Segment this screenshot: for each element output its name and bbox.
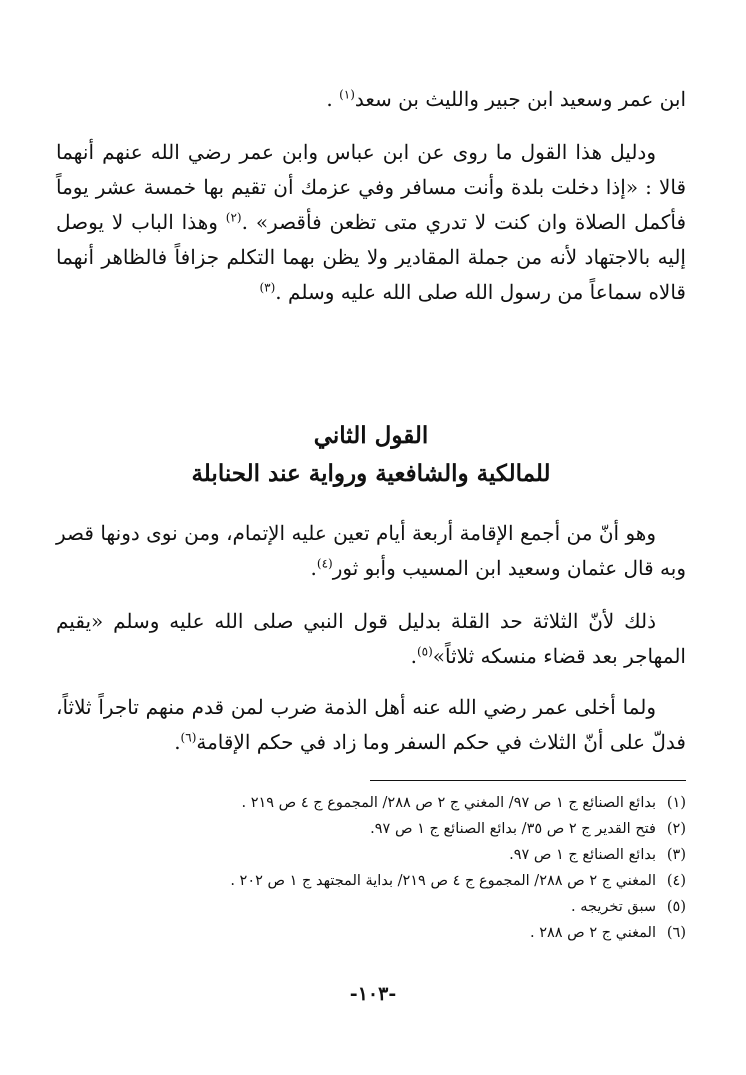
footnote-text: المغني ج ٢ ص ٢٨٨ .	[529, 925, 656, 941]
paragraph-umar	[56, 690, 686, 760]
footnote-ref: (٥)	[416, 644, 433, 659]
footnote-number: (٣)	[666, 847, 686, 863]
footnote-ref: (١)	[339, 87, 355, 102]
section-title: القول الثاني	[313, 422, 429, 449]
paragraph-end: .	[310, 556, 317, 580]
page-number: -١٠٣-	[349, 983, 397, 1005]
footnote-number: (٥)	[666, 899, 686, 915]
footnote-item	[56, 842, 686, 868]
footnotes-list	[56, 790, 686, 946]
footnote-text: بدائع الصنائع ج ١ ص ٩٧/ المغني ج ٢ ص ٢٨٨/ المجموع ج ٤ ص ٢١٩ .	[241, 795, 656, 811]
footnote-number: (٦)	[666, 925, 686, 941]
footnote-item	[56, 816, 686, 842]
paragraph-second-opinion	[56, 516, 686, 586]
footnote-item	[56, 894, 686, 920]
footnote-ref: (٣)	[259, 280, 276, 295]
footnote-item	[56, 868, 686, 894]
footnote-text: بدائع الصنائع ج ١ ص ٩٧.	[509, 847, 656, 863]
paragraph-text: ولما أخلى عمر رضي الله عنه أهل الذمة ضرب لمن قدم منهم تاجراً ثلاثاً، فدلّ على أنّ الثلاث في حكم السفر وما زاد في حكم الإقامة	[56, 695, 686, 754]
paragraph-evidence	[56, 135, 686, 310]
paragraph-continuation	[56, 82, 686, 117]
footnote-ref: (٦)	[180, 730, 197, 745]
paragraph-three-days	[56, 604, 686, 674]
paragraph-text-tail: وهذا الباب لا يوصل إليه بالاجتهاد لأنه من جملة المقادير ولا يظن بهما التكلم جزافاً فالظاهر أنهما قالاه سماعاً من رسول الله صلى الله عليه وسلم .	[56, 210, 686, 304]
footnote-number: (١)	[666, 795, 686, 811]
footnote-divider	[370, 780, 686, 781]
footnote-item	[56, 920, 686, 946]
footnote-text: المغني ج ٢ ص ٢٨٨/ المجموع ج ٤ ص ٢١٩/ بداية المجتهد ج ١ ص ٢٠٢ .	[230, 873, 656, 889]
paragraph-text: ابن عمر وسعيد ابن جبير والليث بن سعد	[354, 87, 686, 111]
footnote-number: (٢)	[666, 821, 686, 837]
paragraph-text: ذلك لأنّ الثلاثة حد القلة بدليل قول النبي صلى الله عليه وسلم «يقيم المهاجر بعد قضاء منسكه ثلاثاً»	[56, 609, 686, 668]
paragraph-text: وهو أنّ من أجمع الإقامة أربعة أيام تعين عليه الإتمام، ومن نوى دونها قصر وبه قال عثمان وسعيد ابن المسيب وأبو ثور	[56, 521, 686, 580]
footnote-number: (٤)	[666, 873, 686, 889]
paragraph-end: .	[410, 644, 417, 668]
footnote-item	[56, 790, 686, 816]
footnote-text: فتح القدير ج ٢ ص ٣٥/ بدائع الصنائع ج ١ ص ٩٧.	[370, 821, 656, 837]
section-subtitle: للمالكية والشافعية ورواية عند الحنابلة	[191, 460, 551, 487]
paragraph-end: .	[174, 730, 181, 754]
footnote-ref: (٢)	[225, 210, 242, 225]
footnote-ref: (٤)	[316, 556, 333, 571]
paragraph-end: .	[326, 87, 340, 111]
footnote-text: سبق تخريجه .	[570, 899, 656, 915]
paragraph-text: ودليل هذا القول ما روى عن ابن عباس وابن عمر رضي الله عنهم أنهما قالا : «إذا دخلت بلدة وأنت مسافر وفي عزمك أن تقيم بها خمسة عشر يوماً فأكمل الصلاة وان كنت لا تدري متى تظعن فأقصر» .	[56, 140, 687, 234]
